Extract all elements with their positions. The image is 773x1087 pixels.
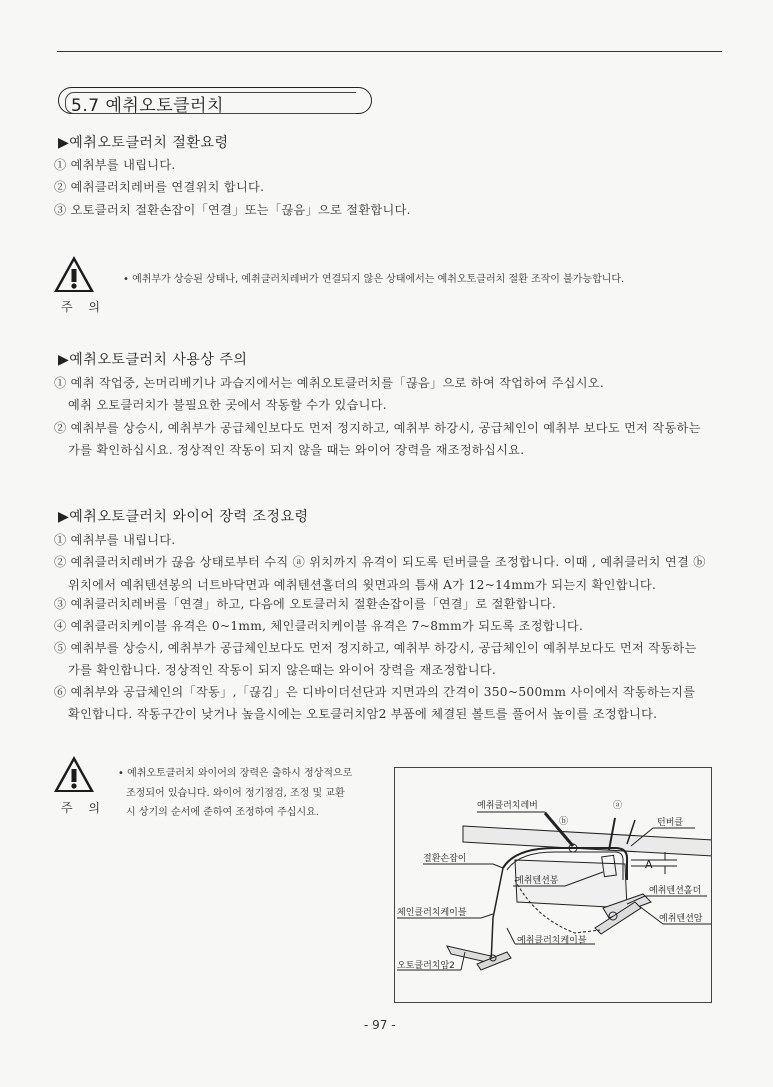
label-gap-a: A — [645, 858, 653, 871]
label-a: ⓐ — [613, 801, 623, 811]
wire-tension-figure — [394, 767, 712, 1003]
sec2-line-2: 예취 오토클러치가 불필요한 곳에서 작동할 수가 있습니다. — [68, 398, 387, 412]
caution-label-1: 주 의 — [61, 300, 106, 314]
sec2-line-1: ① 예취 작업중, 논머리베기나 과습지에서는 예취오토클러치를「끊음」으로 하여 작업하여 주십시오. — [54, 376, 605, 390]
section-title-box — [58, 87, 372, 114]
sec3-line-8: ⑥ 예취부와 공급체인의「작동」,「끊김」은 디바이더선단과 지면과의 간격이 350~500mm 사이에서 작동하는지를 — [54, 685, 696, 699]
sec3-line-4: ③ 예취클러치레버를「연결」하고, 다음에 오토클러치 절환손잡이를「연결」로 절환합니다. — [54, 597, 557, 611]
header-rule — [57, 51, 722, 52]
label-switch: 절환손잡이 — [423, 854, 467, 864]
caution-text-2-line-1: • 예취오토클러치 와이어의 장력은 출하시 정상적으로 — [118, 768, 353, 779]
section-title: 5.7 예취오토클러치 — [71, 96, 224, 116]
caution-label-2: 주 의 — [61, 801, 106, 815]
sec3-line-2: ② 예취클러치레버가 끊음 상태로부터 수직 ⓐ 위치까지 유격이 되도록 턴버클을 조정합니다. 이때 , 예취클러치 연결 ⓑ — [54, 555, 706, 569]
sec2-heading: ▶예취오토클러치 사용상 주의 — [58, 352, 248, 368]
label-lever: 예취클러치레버 — [477, 801, 538, 811]
sec2-line-3: ② 예취부를 상승시, 예취부가 공급체인보다도 먼저 정지하고, 예취부 하강시, 공급체인이 예취부 보다도 먼저 작동하는 — [54, 421, 701, 435]
label-chain-cable: 체인클러치케이블 — [397, 908, 467, 918]
warning-icon — [53, 255, 95, 293]
caution-text-2-line-3: 시 상기의 순서에 준하여 조정하여 주십시요. — [126, 807, 319, 818]
label-turnbuckle: 턴버클 — [657, 818, 684, 828]
sec1-line-2: ② 예취클러치레버를 연결위치 합니다. — [54, 180, 265, 194]
warning-icon — [53, 755, 95, 793]
sec3-heading: ▶예취오토클러치 와이어 장력 조정요령 — [58, 509, 309, 525]
caution-text-1: • 예취부가 상승된 상태나, 예취클러치레버가 연결되지 않은 상태에서는 예취오토클러치 절환 조작이 불가능합니다. — [123, 274, 625, 285]
label-tension-holder: 예취텐션홀더 — [649, 886, 702, 896]
sec3-line-6: ⑤ 예취부를 상승시, 예취부가 공급체인보다도 먼저 정지하고, 예취부 하강시, 공급체인이 예취부보다도 먼저 작동하는 — [54, 641, 697, 655]
sec2-line-4: 가를 확인하십시요. 정상적인 작동이 되지 않을 때는 와이어 장력을 재조정하십시요. — [68, 443, 525, 457]
label-auto-arm: 오토클러치암2 — [397, 961, 455, 971]
sec1-heading: ▶예취오토클러치 절환요령 — [58, 135, 229, 151]
sec3-line-7: 가를 확인합니다. 정상적인 작동이 되지 않은때는 와이어 장력을 재조정합니다. — [68, 663, 497, 677]
sec3-line-3: 위치에서 예취텐션봉의 너트바닥면과 예취텐션홀더의 윗면과의 틈새 A가 12~14mm가 되는지 확인합니다. — [68, 578, 657, 592]
label-tension-arm: 예취텐션암 — [659, 914, 703, 924]
label-cutter-cable: 예취클러치케이블 — [517, 936, 587, 946]
label-tension-rod: 예취텐션봉 — [515, 876, 559, 886]
label-b: ⓑ — [559, 817, 569, 827]
sec1-line-1: ① 예취부를 내립니다. — [54, 158, 176, 172]
sec3-line-1: ① 예취부를 내립니다. — [54, 533, 176, 547]
page-number: - 97 - — [364, 1018, 396, 1032]
sec3-line-9: 확인합니다. 작동구간이 낮거나 높을시에는 오토클러치암2 부품에 체결된 볼트를 풀어서 높이를 조정합니다. — [68, 707, 658, 721]
sec3-line-5: ④ 예취클러치케이블 유격은 0~1mm, 체인클러치케이블 유격은 7~8mm가 되도록 조정합니다. — [54, 619, 584, 633]
sec1-line-3: ③ 오토클러치 절환손잡이「연결」또는「끊음」으로 절환합니다. — [54, 203, 411, 217]
caution-text-2-line-2: 조정되어 있습니다. 와이어 정기점검, 조정 및 교환 — [126, 788, 345, 799]
